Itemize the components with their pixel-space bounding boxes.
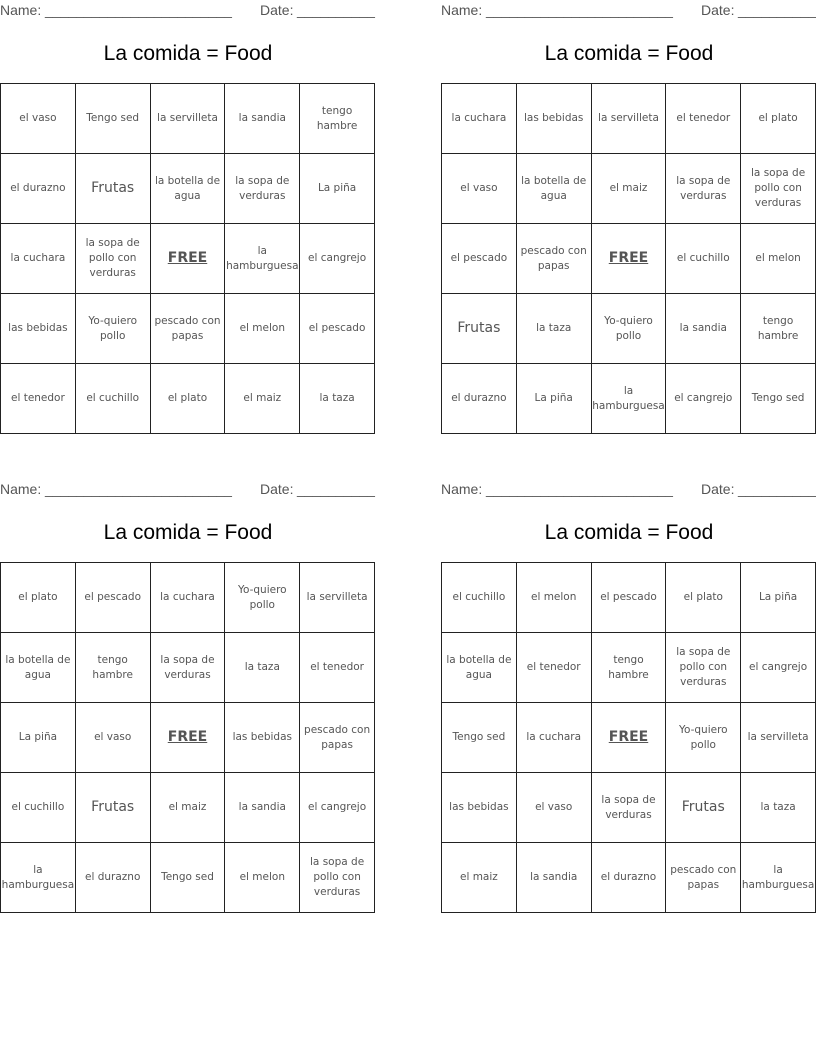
bingo-cell: la botella de agua — [442, 633, 517, 703]
date-field: __________ — [738, 481, 816, 497]
bingo-cell: el durazno — [76, 843, 151, 913]
bingo-cell: la sandia — [517, 843, 592, 913]
bingo-cell: el pescado — [442, 224, 517, 294]
bingo-cell: la sopa de pollo con verduras — [741, 154, 816, 224]
bingo-cell: pescado con papas — [151, 294, 226, 364]
card-title: La comida = Food — [544, 521, 714, 544]
date-label: Date: — [701, 2, 735, 18]
bingo-cell: el cangrejo — [300, 224, 375, 294]
bingo-cell: el maiz — [225, 364, 300, 434]
bingo-cell: el tenedor — [517, 633, 592, 703]
bingo-cell: la botella de agua — [517, 154, 592, 224]
bingo-cell: pescado con papas — [666, 843, 741, 913]
bingo-cell: las bebidas — [1, 294, 76, 364]
bingo-cell: Tengo sed — [741, 364, 816, 434]
bingo-cell: la sandia — [666, 294, 741, 364]
bingo-cell: la taza — [300, 364, 375, 434]
bingo-cell: Tengo sed — [151, 843, 226, 913]
bingo-cell: el melon — [517, 563, 592, 633]
name-field: ________________________ — [486, 481, 673, 497]
bingo-cell: la botella de agua — [1, 633, 76, 703]
bingo-cell: el vaso — [517, 773, 592, 843]
bingo-cell: la sandia — [225, 773, 300, 843]
date-label: Date: — [260, 481, 294, 497]
bingo-cell: el plato — [666, 563, 741, 633]
bingo-cell: el plato — [151, 364, 226, 434]
bingo-card-1 — [0, 0, 376, 436]
bingo-cell: el cangrejo — [300, 773, 375, 843]
bingo-cell: la taza — [741, 773, 816, 843]
free-space: FREE — [592, 703, 667, 773]
card-header — [0, 2, 376, 20]
bingo-cell: la hamburguesa — [1, 843, 76, 913]
bingo-cell: La piña — [300, 154, 375, 224]
bingo-cell: la servilleta — [151, 84, 226, 154]
bingo-cell: la sopa de verduras — [666, 154, 741, 224]
bingo-cell: La piña — [741, 563, 816, 633]
bingo-cell: la hamburguesa — [225, 224, 300, 294]
bingo-cell: Frutas — [76, 773, 151, 843]
bingo-cell: La piña — [517, 364, 592, 434]
free-space: FREE — [151, 703, 226, 773]
bingo-card-2 — [441, 0, 816, 436]
bingo-cell: pescado con papas — [300, 703, 375, 773]
bingo-cell: la botella de agua — [151, 154, 226, 224]
bingo-cell: la cuchara — [1, 224, 76, 294]
free-space: FREE — [151, 224, 226, 294]
bingo-cell: el maiz — [592, 154, 667, 224]
card-header — [0, 481, 376, 499]
bingo-cell: Frutas — [76, 154, 151, 224]
name-label: Name: — [441, 2, 483, 18]
bingo-cell: la servilleta — [300, 563, 375, 633]
card-header — [441, 481, 816, 499]
bingo-cell: la hamburguesa — [592, 364, 667, 434]
bingo-cell: la sopa de verduras — [151, 633, 226, 703]
bingo-cell: las bebidas — [225, 703, 300, 773]
bingo-cell: la servilleta — [741, 703, 816, 773]
bingo-cell: el tenedor — [666, 84, 741, 154]
bingo-cell: la cuchara — [151, 563, 226, 633]
bingo-cell: el melon — [225, 843, 300, 913]
bingo-cell: la cuchara — [442, 84, 517, 154]
card-header — [441, 2, 816, 20]
bingo-cell: la hamburguesa — [741, 843, 816, 913]
bingo-cell: la taza — [517, 294, 592, 364]
bingo-grid — [441, 83, 816, 434]
bingo-cell: la sandia — [225, 84, 300, 154]
free-space: FREE — [592, 224, 667, 294]
bingo-cell: el pescado — [300, 294, 375, 364]
bingo-cell: el durazno — [1, 154, 76, 224]
name-label: Name: — [441, 481, 483, 497]
card-title: La comida = Food — [544, 42, 714, 65]
bingo-grid — [441, 562, 816, 913]
date-field: __________ — [297, 2, 375, 18]
bingo-cell: el tenedor — [1, 364, 76, 434]
bingo-cell: el cangrejo — [741, 633, 816, 703]
bingo-cell: pescado con papas — [517, 224, 592, 294]
name-label: Name: — [0, 481, 42, 497]
bingo-cell: Frutas — [442, 294, 517, 364]
bingo-cell: Frutas — [666, 773, 741, 843]
bingo-cell: el melon — [741, 224, 816, 294]
bingo-cell: tengo hambre — [300, 84, 375, 154]
bingo-cell: Tengo sed — [76, 84, 151, 154]
bingo-cell: el tenedor — [300, 633, 375, 703]
bingo-cell: Yo-quiero pollo — [225, 563, 300, 633]
bingo-cell: el cuchillo — [1, 773, 76, 843]
bingo-cell: tengo hambre — [76, 633, 151, 703]
bingo-cell: el vaso — [1, 84, 76, 154]
bingo-card-3 — [0, 479, 376, 915]
bingo-cell: la taza — [225, 633, 300, 703]
bingo-cell: el plato — [1, 563, 76, 633]
name-label: Name: — [0, 2, 42, 18]
bingo-cell: el pescado — [592, 563, 667, 633]
bingo-grid — [0, 562, 375, 913]
bingo-cell: el durazno — [592, 843, 667, 913]
date-label: Date: — [260, 2, 294, 18]
bingo-cell: el cuchillo — [666, 224, 741, 294]
bingo-card-4 — [441, 479, 816, 915]
bingo-cell: el maiz — [442, 843, 517, 913]
bingo-cell: el pescado — [76, 563, 151, 633]
card-title: La comida = Food — [103, 42, 273, 65]
date-field: __________ — [738, 2, 816, 18]
bingo-cell: la sopa de verduras — [225, 154, 300, 224]
bingo-cell: la servilleta — [592, 84, 667, 154]
bingo-cell: la sopa de pollo con verduras — [300, 843, 375, 913]
bingo-cell: las bebidas — [442, 773, 517, 843]
name-field: ________________________ — [45, 481, 232, 497]
bingo-cell: Yo-quiero pollo — [76, 294, 151, 364]
date-field: __________ — [297, 481, 375, 497]
bingo-cell: el maiz — [151, 773, 226, 843]
bingo-cell: la sopa de pollo con verduras — [76, 224, 151, 294]
bingo-cell: el cuchillo — [76, 364, 151, 434]
bingo-cell: Yo-quiero pollo — [592, 294, 667, 364]
bingo-cell: La piña — [1, 703, 76, 773]
bingo-cell: el plato — [741, 84, 816, 154]
bingo-cell: el durazno — [442, 364, 517, 434]
bingo-cell: Yo-quiero pollo — [666, 703, 741, 773]
bingo-cell: el cangrejo — [666, 364, 741, 434]
bingo-cell: tengo hambre — [592, 633, 667, 703]
bingo-cell: el melon — [225, 294, 300, 364]
card-title: La comida = Food — [103, 521, 273, 544]
name-field: ________________________ — [45, 2, 232, 18]
name-field: ________________________ — [486, 2, 673, 18]
bingo-cell: tengo hambre — [741, 294, 816, 364]
bingo-cell: la sopa de verduras — [592, 773, 667, 843]
bingo-cell: las bebidas — [517, 84, 592, 154]
date-label: Date: — [701, 481, 735, 497]
bingo-cell: la cuchara — [517, 703, 592, 773]
bingo-cell: Tengo sed — [442, 703, 517, 773]
bingo-cell: el vaso — [442, 154, 517, 224]
bingo-cell: la sopa de pollo con verduras — [666, 633, 741, 703]
bingo-cell: el vaso — [76, 703, 151, 773]
bingo-grid — [0, 83, 375, 434]
bingo-cell: el cuchillo — [442, 563, 517, 633]
